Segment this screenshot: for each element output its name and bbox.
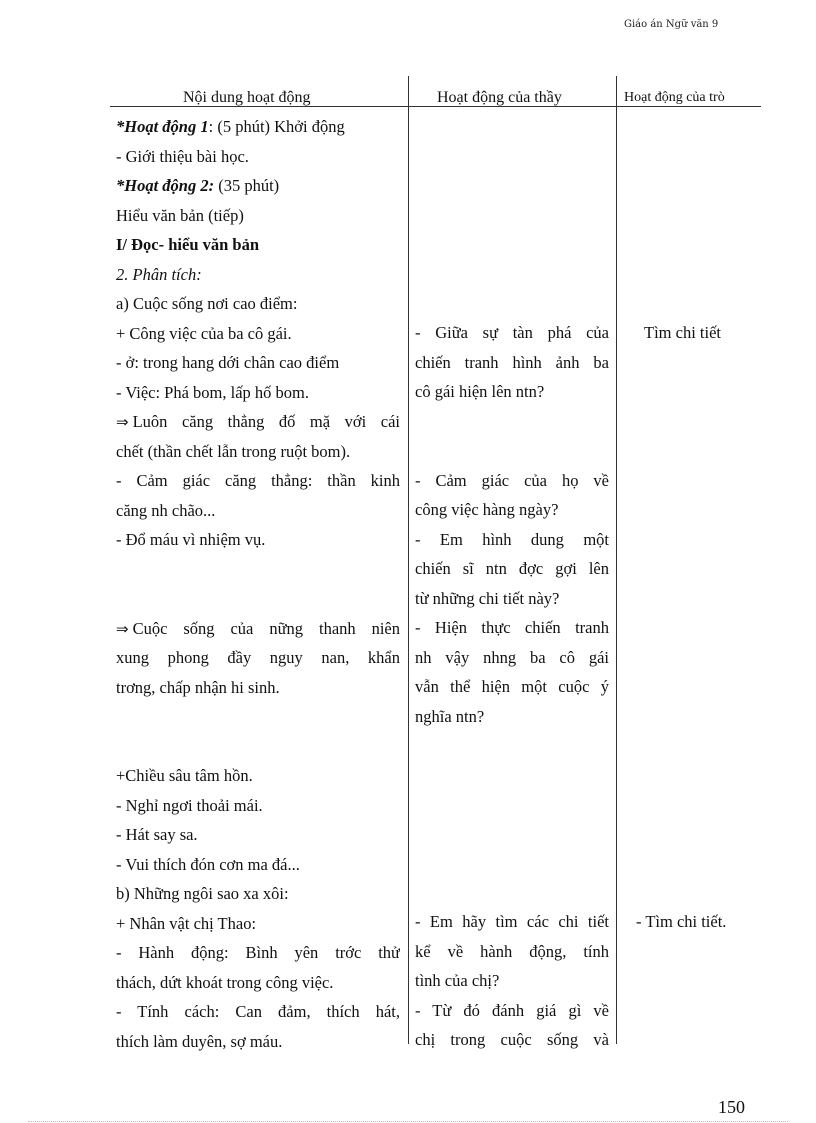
student-column-b — [636, 907, 764, 937]
content-line: ⇒ Luôn căng thẳng đố mặ với cái — [116, 412, 400, 431]
arrow-icon: ⇒ — [116, 619, 129, 638]
teacher-line: nghĩa ntn? — [415, 706, 485, 726]
col-divider-1 — [408, 76, 409, 1044]
content-line — [116, 171, 400, 201]
student-line: - Tìm chi tiết. — [636, 912, 727, 931]
content-line: - Việc: Phá bom, lấp hố bom. — [116, 382, 310, 402]
teacher-line: - Giữa sự tàn phá của — [415, 323, 609, 342]
spacer — [116, 732, 400, 762]
content-line: xung phong đầy nguy nan, khẩn — [116, 648, 400, 667]
teacher-line: chiến tranh hình ảnh ba — [415, 352, 609, 372]
teacher-column-b — [415, 907, 609, 1055]
page-number: 150 — [718, 1097, 745, 1117]
student-column — [644, 318, 764, 348]
col-divider-2 — [616, 76, 617, 1044]
content-column — [116, 112, 400, 1056]
arrow-icon: ⇒ — [116, 413, 129, 431]
activity-1-text: : (5 phút) Khởi động — [208, 117, 345, 136]
content-line: Hiểu văn bản (tiếp) — [116, 205, 244, 225]
header-note: Giáo án Ngữ văn 9 — [624, 19, 719, 30]
content-line: - Giới thiệu bài học. — [116, 146, 249, 166]
content-line: - Hát say sa. — [116, 825, 198, 844]
teacher-line: chiến sĩ ntn đợc gợi lên — [415, 559, 609, 578]
column-header-teacher: Hoạt động của thầy — [437, 89, 562, 106]
content-line: chết (thần chết lẫn trong ruột bom). — [116, 441, 351, 461]
teacher-line: chị trong cuộc sống và — [415, 1030, 609, 1049]
content-line: +Chiều sâu tâm hồn. — [116, 766, 253, 785]
content-line: - Đổ máu vì nhiệm vụ. — [116, 530, 266, 549]
spacer — [415, 407, 609, 437]
spacer — [116, 702, 400, 732]
content-line — [116, 112, 400, 142]
activity-2-label: *Hoạt động 2: — [116, 176, 215, 195]
column-header-content: Nội dung hoạt động — [183, 89, 311, 106]
subsection-heading: 2. Phân tích: — [116, 264, 202, 284]
content-line: b) Những ngôi sao xa xôi: — [116, 884, 289, 903]
content-line: trơng, chấp nhận hi sinh. — [116, 677, 280, 697]
content-line: căng nh chão... — [116, 500, 216, 520]
teacher-line: cô gái hiện lên ntn? — [415, 382, 545, 401]
content-line: - Cảm giác căng thẳng: thần kinh — [116, 471, 400, 490]
content-line: - Nghỉ ngơi thoải mái. — [116, 795, 263, 815]
spacer — [116, 555, 400, 585]
content-line: - Vui thích đón cơn ma đá... — [116, 854, 300, 874]
teacher-line: vẫn thể hiện một cuộc ý — [415, 677, 609, 696]
content-line: a) Cuộc sống nơi cao điểm: — [116, 294, 298, 313]
content-line: - Tính cách: Can đảm, thích hát, — [116, 1002, 400, 1021]
spacer — [415, 436, 609, 466]
teacher-line: - Từ đó đánh giá gì về — [415, 1000, 609, 1020]
teacher-column — [415, 318, 609, 731]
content-line: - Hành động: Bình yên trớc thử — [116, 943, 400, 962]
teacher-line: - Em hãy tìm các chi tiết — [415, 912, 609, 931]
content-line: thách, dứt khoát trong công việc. — [116, 972, 334, 992]
content-line: + Công việc của ba cô gái. — [116, 323, 292, 343]
column-header-student: Hoạt động của trò — [624, 90, 725, 105]
content-line: ⇒ Cuộc sống của nững thanh niên — [116, 618, 400, 638]
teacher-line: tình của chị? — [415, 971, 500, 990]
teacher-line: kể về hành động, tính — [415, 941, 609, 961]
teacher-line: - Em hình dung một — [415, 529, 609, 549]
content-line: thích làm duyên, sợ máu. — [116, 1031, 283, 1051]
teacher-line: nh vậy nhng ba cô gái — [415, 647, 609, 667]
content-line: - ở: trong hang dới chân cao điểm — [116, 353, 340, 372]
teacher-line: - Cảm giác của họ về — [415, 470, 609, 490]
teacher-line: từ những chi tiết này? — [415, 588, 560, 608]
activity-1-label: *Hoạt động 1 — [116, 117, 209, 136]
section-heading: I/ Đọc- hiểu văn bản — [116, 235, 260, 254]
teacher-line: - Hiện thực chiến tranh — [415, 618, 609, 637]
footer-rule — [28, 1121, 788, 1122]
teacher-line: công việc hàng ngày? — [415, 500, 559, 519]
spacer — [116, 584, 400, 614]
activity-2-text: (35 phút) — [214, 176, 280, 195]
content-line: + Nhân vật chị Thao: — [116, 913, 257, 933]
student-line: Tìm chi tiết — [644, 323, 721, 342]
